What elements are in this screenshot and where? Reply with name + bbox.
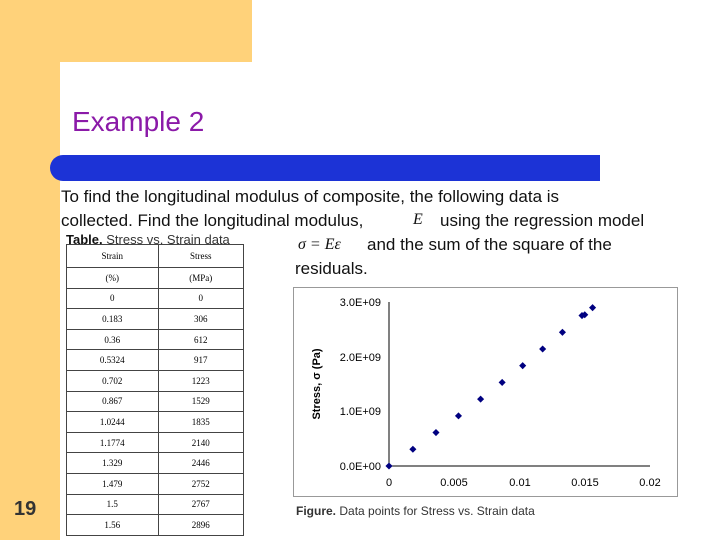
unit-stress: (MPa) — [158, 268, 243, 289]
stress-cell: 2140 — [158, 432, 243, 453]
problem-text-line-1: To find the longitudinal modulus of composite, the following data is — [61, 187, 560, 206]
table-row — [67, 329, 244, 350]
stress-cell: 0 — [158, 288, 243, 309]
strain-cell: 1.0244 — [67, 412, 159, 433]
figure-caption — [296, 504, 535, 518]
decorative-rounded-corner — [60, 62, 100, 102]
table-row — [67, 453, 244, 474]
stress-cell: 612 — [158, 329, 243, 350]
table-row — [67, 412, 244, 433]
x-tick-label: 0.02 — [639, 477, 661, 489]
stress-cell: 1529 — [158, 391, 243, 412]
x-tick-label: 0 — [385, 477, 393, 489]
y-tick-label: 0.0E+00 — [339, 461, 381, 473]
table-caption-text: Stress vs. Strain data — [106, 232, 230, 247]
problem-text-line-3: and the sum of the square of the — [367, 235, 612, 254]
table-row — [67, 494, 244, 515]
strain-cell: 1.479 — [67, 473, 159, 494]
table-row — [67, 370, 244, 391]
stress-cell: 2752 — [158, 473, 243, 494]
y-tick-label: 2.0E+09 — [339, 352, 381, 364]
stress-cell: 1223 — [158, 370, 243, 391]
strain-cell: 1.56 — [67, 515, 159, 536]
x-tick-label: 0.015 — [571, 477, 599, 489]
problem-text-line-2: collected. Find the longitudinal modulus, — [61, 211, 364, 230]
x-tick-label: 0.01 — [509, 477, 531, 489]
stress-strain-chart — [293, 287, 678, 497]
header-stress: Stress — [158, 245, 243, 268]
strain-cell: 1.5 — [67, 494, 159, 515]
table-row — [67, 288, 244, 309]
header-strain: Strain — [67, 245, 159, 268]
table-row — [67, 309, 244, 330]
stress-cell: 1835 — [158, 412, 243, 433]
table-caption-prefix: Table. — [66, 232, 103, 247]
table-row — [67, 432, 244, 453]
strain-cell: 0.867 — [67, 391, 159, 412]
table-row — [67, 391, 244, 412]
table-row — [67, 350, 244, 371]
strain-cell: 0 — [67, 288, 159, 309]
stress-cell: 306 — [158, 309, 243, 330]
decorative-left-band — [0, 0, 60, 540]
table-header-row — [67, 245, 244, 268]
regression-model-equation: σ = Eε — [298, 236, 341, 253]
strain-cell: 1.1774 — [67, 432, 159, 453]
stress-cell: 2896 — [158, 515, 243, 536]
stress-cell: 2446 — [158, 453, 243, 474]
strain-cell: 0.702 — [67, 370, 159, 391]
strain-cell: 0.183 — [67, 309, 159, 330]
y-tick-label: 1.0E+09 — [339, 406, 381, 418]
stress-cell: 2767 — [158, 494, 243, 515]
slide-title: Example 2 — [72, 106, 205, 137]
unit-strain: (%) — [67, 268, 159, 289]
table-units-row — [67, 268, 244, 289]
table-row — [67, 515, 244, 536]
stress-strain-table — [66, 244, 244, 536]
modulus-symbol: E — [413, 211, 423, 228]
table-row — [67, 473, 244, 494]
strain-cell: 0.36 — [67, 329, 159, 350]
title-underline-bar — [50, 155, 600, 181]
strain-cell: 1.329 — [67, 453, 159, 474]
x-tick-label: 0.005 — [440, 477, 468, 489]
y-tick-label: 3.0E+09 — [339, 297, 381, 309]
figure-caption-prefix: Figure. — [296, 504, 337, 518]
figure-caption-text: Data points for Stress vs. Strain data — [339, 504, 535, 518]
stress-cell: 917 — [158, 350, 243, 371]
slide-number: 19 — [14, 498, 37, 520]
y-axis-label: Stress, σ (Pa) — [311, 348, 323, 420]
problem-text-line-2b: using the regression model — [440, 211, 645, 230]
strain-cell: 0.5324 — [67, 350, 159, 371]
problem-text-line-4: residuals. — [295, 259, 368, 278]
